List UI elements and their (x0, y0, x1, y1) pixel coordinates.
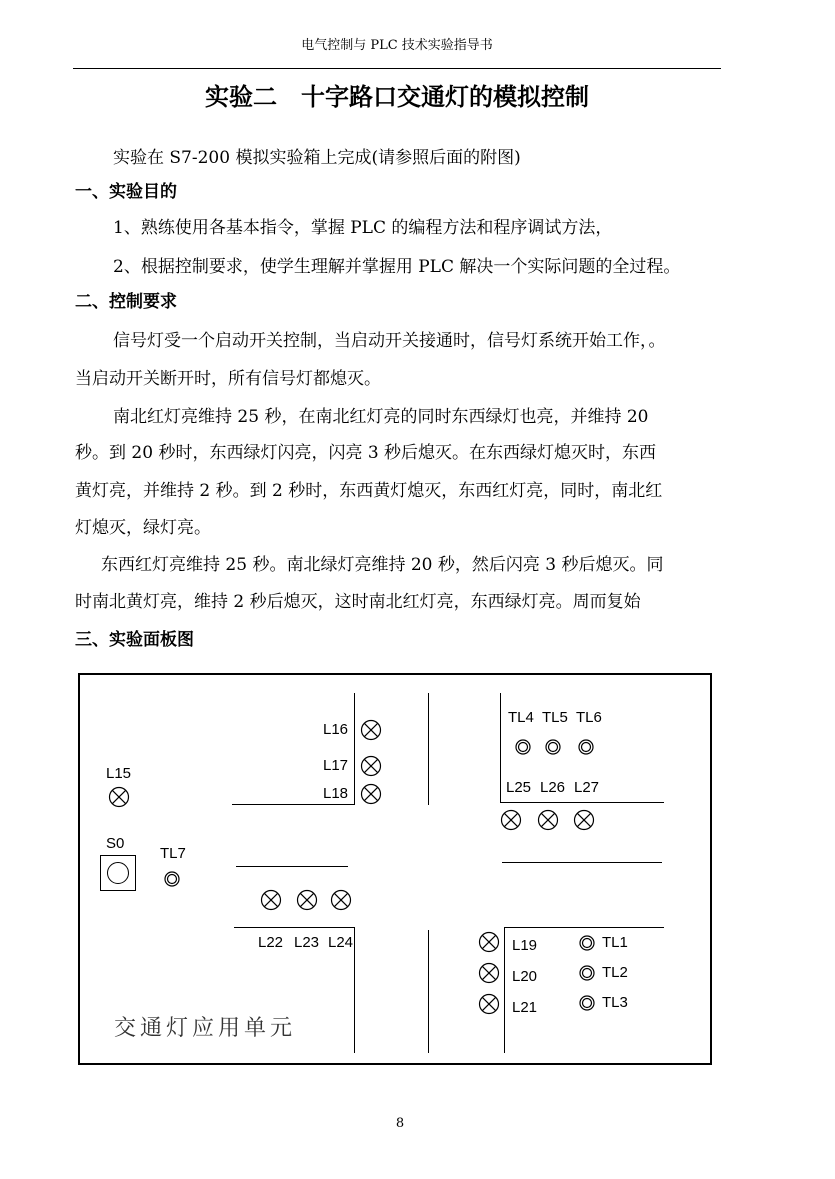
page-title: 实验二 十字路口交通灯的模拟控制 (205, 83, 589, 111)
start-switch[interactable] (100, 855, 136, 891)
label-L27: L27 (574, 779, 600, 796)
button-TL3-icon[interactable] (576, 992, 598, 1014)
label-TL4: TL4 (508, 709, 534, 726)
section2-line-3: 南北红灯亮维持 25 秒，在南北红灯亮的同时东西绿灯也亮，并维持 20 (113, 407, 649, 427)
label-TL6: TL6 (576, 709, 602, 726)
label-L16: L16 (323, 721, 349, 738)
section2-line-8: 时南北黄灯亮，维持 2 秒后熄灭，这时南北红灯亮，东西绿灯亮。周而复始 (75, 592, 641, 612)
lamp-L23-icon (296, 889, 318, 911)
traffic-light-panel (78, 673, 712, 1065)
running-header: 电气控制与 PLC 技术实验指导书 (301, 38, 493, 53)
intro-paragraph: 实验在 S7-200 模拟实验箱上完成(请参照后面的附图) (113, 148, 521, 168)
section2-line-1: 信号灯受一个启动开关控制，当启动开关接通时，信号灯系统开始工作，。 (113, 331, 666, 351)
section1-heading: 一、实验目的 (75, 182, 177, 202)
lamp-L20-icon (478, 962, 500, 984)
section1-item-1: 1、熟练使用各基本指令，掌握 PLC 的编程方法和程序调试方法， (113, 218, 613, 238)
label-L20: L20 (512, 968, 538, 985)
nw-vertical-road-line (354, 693, 355, 805)
lamp-L18-icon (360, 783, 382, 805)
button-TL4-icon[interactable] (512, 736, 534, 758)
e-center-road-line (502, 862, 662, 863)
s-center-road-line (428, 930, 429, 1053)
label-L17: L17 (323, 757, 349, 774)
label-TL1: TL1 (602, 934, 628, 951)
lamp-L17-icon (360, 755, 382, 777)
button-TL7-icon[interactable] (161, 868, 183, 890)
lamp-L19-icon (478, 931, 500, 953)
se-vertical-road-line (504, 927, 505, 1053)
lamp-L21-icon (478, 993, 500, 1015)
sw-vertical-road-line (354, 927, 355, 1053)
lamp-L27-icon (573, 809, 595, 831)
ne-vertical-road-line (500, 693, 501, 803)
label-L22: L22 (258, 934, 284, 951)
label-TL3: TL3 (602, 994, 628, 1011)
n-center-road-line (428, 693, 429, 805)
label-TL2: TL2 (602, 964, 628, 981)
lamp-L15-icon (108, 786, 130, 808)
section2-line-4: 秒。到 20 秒时，东西绿灯闪亮，闪亮 3 秒后熄灭。在东西绿灯熄灭时，东西 (75, 443, 657, 463)
section3-heading: 三、实验面板图 (75, 630, 194, 650)
label-L19: L19 (512, 937, 538, 954)
section2-heading: 二、控制要求 (75, 292, 177, 312)
label-L24: L24 (328, 934, 354, 951)
label-L26: L26 (540, 779, 566, 796)
lamp-L26-icon (537, 809, 559, 831)
w-center-road-line (236, 866, 348, 867)
label-L18: L18 (323, 785, 349, 802)
label-L15: L15 (106, 765, 132, 782)
section2-line-5: 黄灯亮，并维持 2 秒。到 2 秒时，东西黄灯熄灭，东西红灯亮，同时，南北红 (75, 481, 663, 501)
section2-line-7: 东西红灯亮维持 25 秒。南北绿灯亮维持 20 秒，然后闪亮 3 秒后熄灭。同 (101, 555, 664, 575)
label-L25: L25 (506, 779, 532, 796)
lamp-L24-icon (330, 889, 352, 911)
lamp-L16-icon (360, 719, 382, 741)
nw-horizontal-road-line (232, 804, 354, 805)
button-TL5-icon[interactable] (542, 736, 564, 758)
label-S0: S0 (106, 835, 125, 852)
se-horizontal-road-line (504, 927, 664, 928)
button-TL6-icon[interactable] (575, 736, 597, 758)
label-L21: L21 (512, 999, 538, 1016)
section2-line-6: 灯熄灭，绿灯亮。 (75, 518, 211, 538)
button-TL2-icon[interactable] (576, 962, 598, 984)
button-TL1-icon[interactable] (576, 932, 598, 954)
page-number: 8 (395, 1116, 405, 1131)
label-L23: L23 (294, 934, 320, 951)
label-TL7: TL7 (160, 845, 186, 862)
header-rule (73, 68, 721, 69)
unit-name: 交通灯应用单元 (114, 1016, 297, 1041)
lamp-L25-icon (500, 809, 522, 831)
ne-horizontal-road-line (500, 802, 664, 803)
label-TL5: TL5 (542, 709, 568, 726)
section1-item-2: 2、根据控制要求，使学生理解并掌握用 PLC 解决一个实际问题的全过程。 (113, 257, 681, 277)
start-switch-knob (107, 862, 129, 884)
sw-horizontal-road-line (234, 927, 354, 928)
section2-line-2: 当启动开关断开时，所有信号灯都熄灭。 (75, 369, 381, 389)
lamp-L22-icon (260, 889, 282, 911)
